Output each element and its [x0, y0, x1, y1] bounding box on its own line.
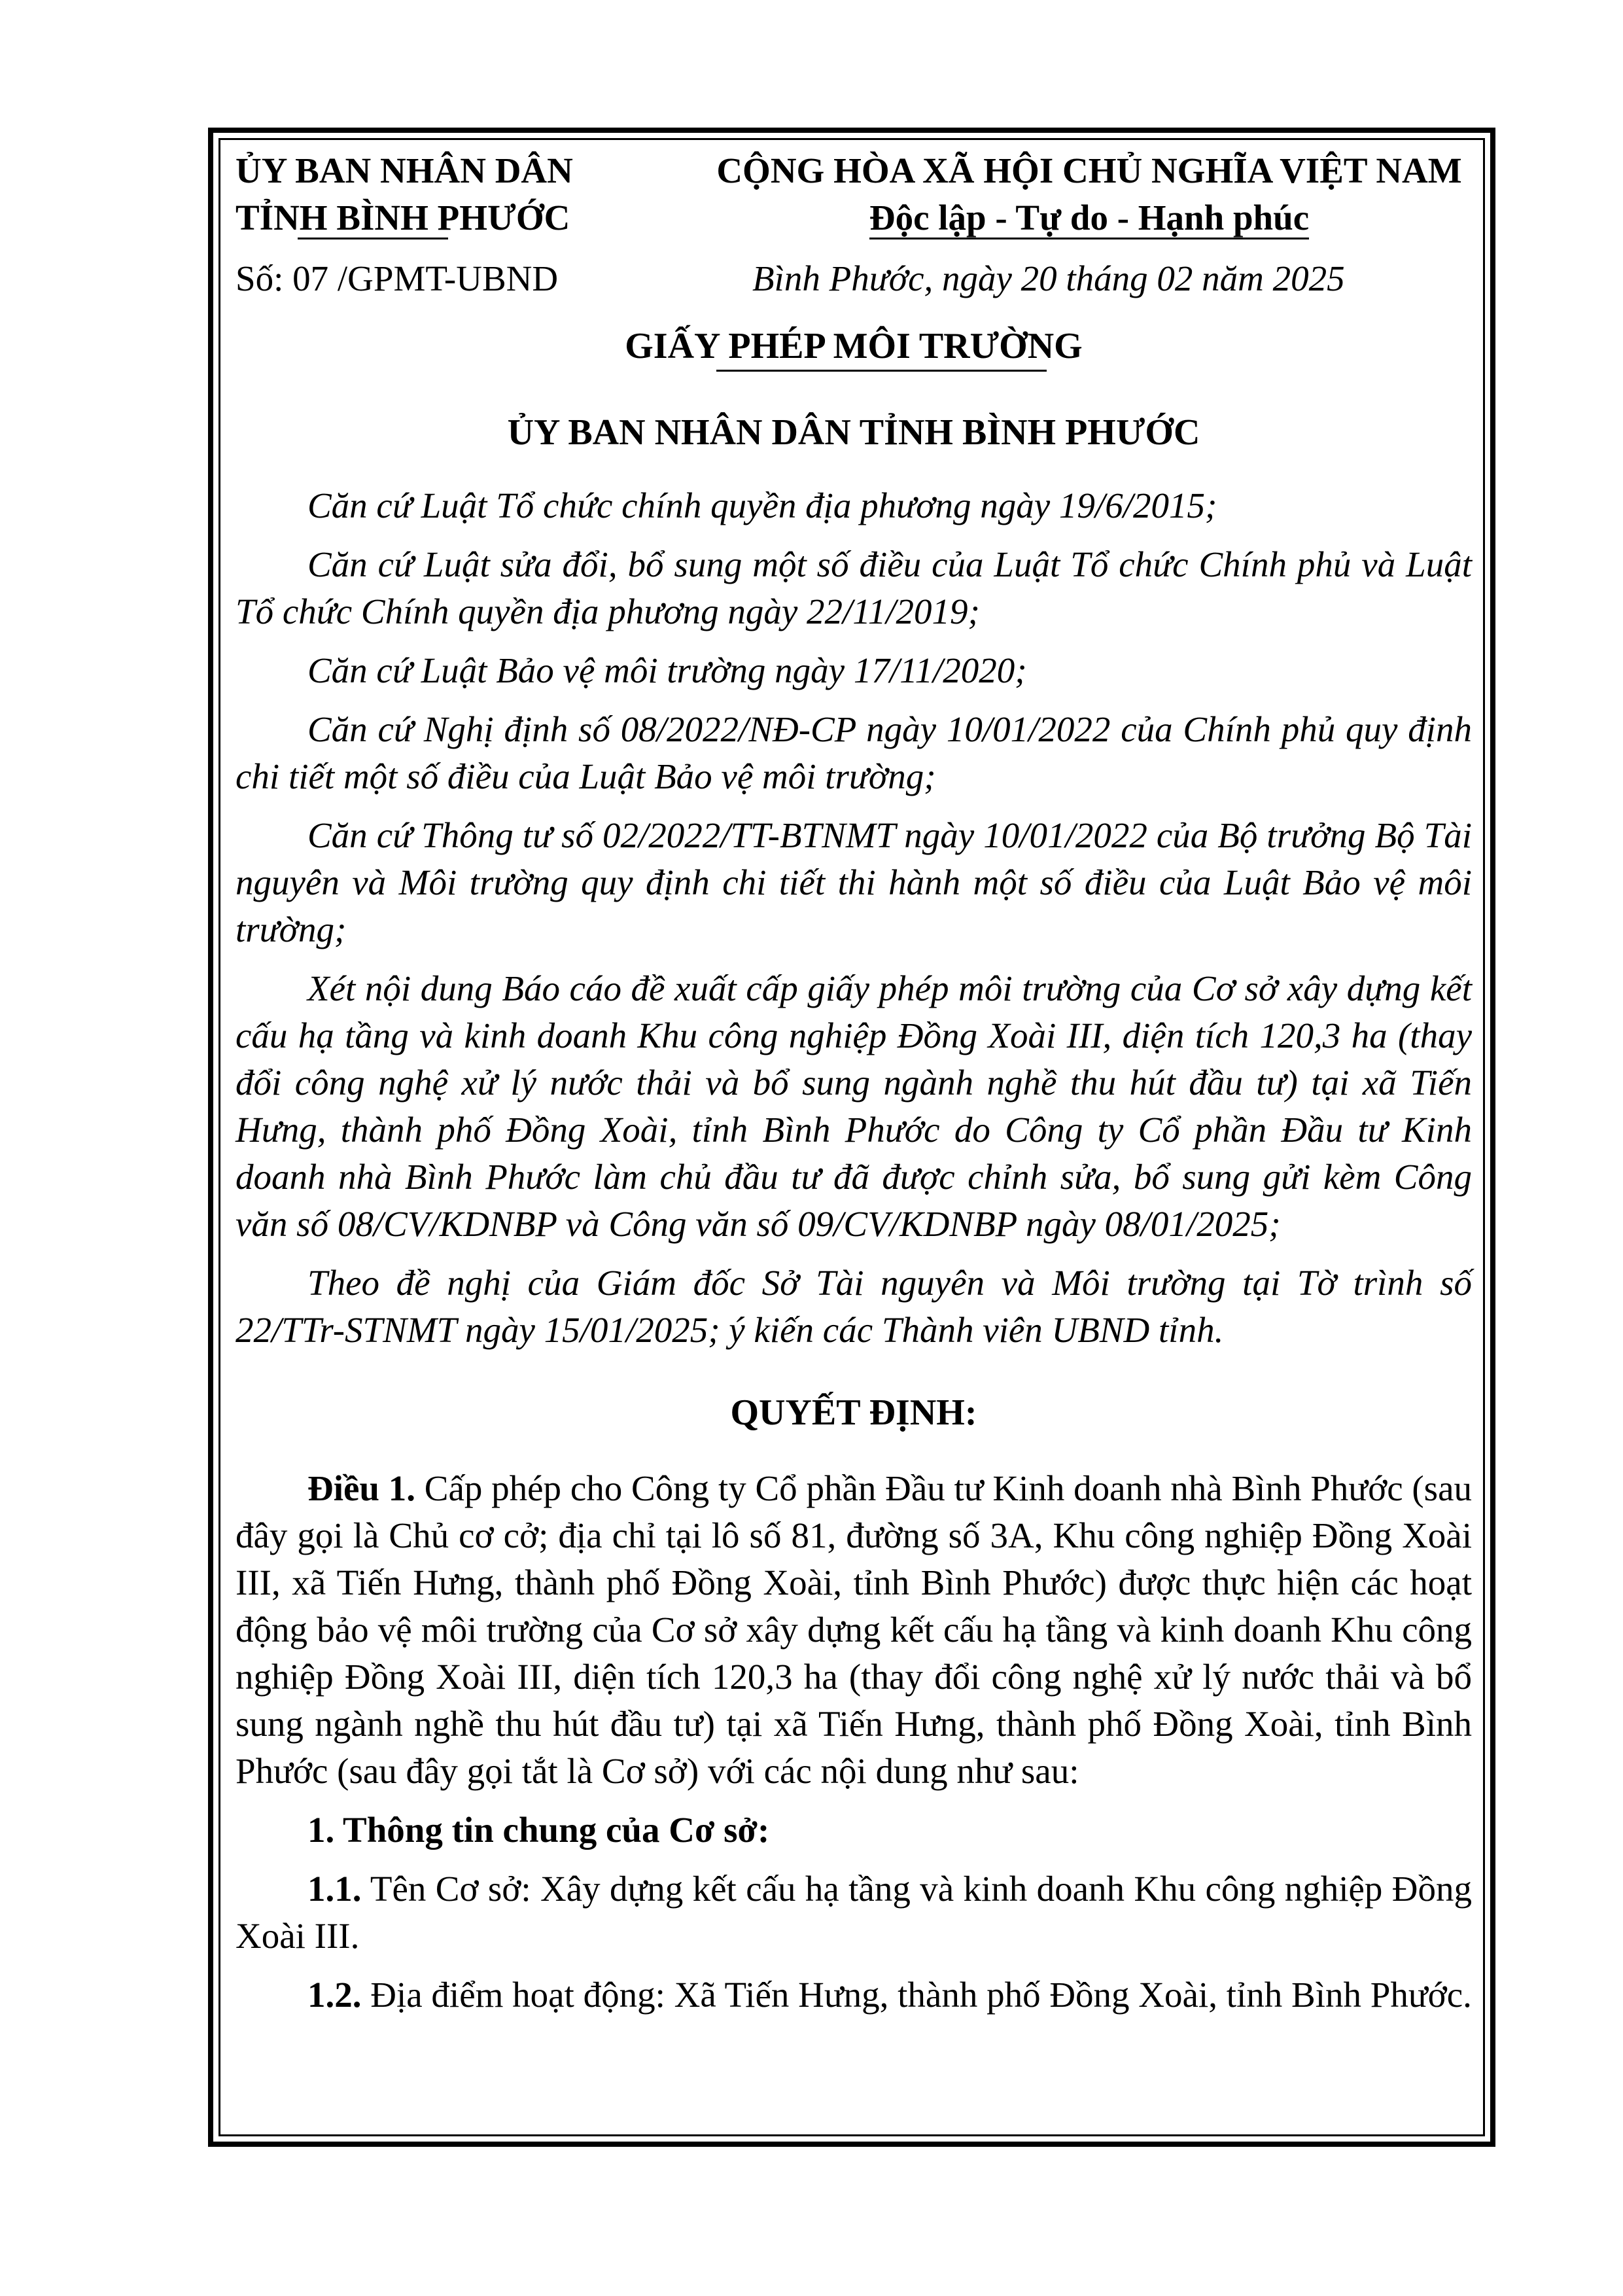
national-header: [707, 147, 1472, 241]
section-1-2-label: 1.2.: [307, 1975, 362, 2015]
section-1-1-text: Tên Cơ sở: Xây dựng kết cấu hạ tầng và kinh doanh Khu công nghiệp Đồng Xoài III.: [236, 1869, 1472, 1956]
legal-basis-item: Căn cứ Thông tư số 02/2022/TT-BTNMT ngày 10/01/2022 của Bộ trưởng Bộ Tài nguyên và Môi trường quy định chi tiết thi hành một số điều của Luật Bảo vệ môi trường;: [236, 815, 1472, 949]
article-1-text: Cấp phép cho Công ty Cổ phần Đầu tư Kinh doanh nhà Bình Phước (sau đây gọi là Chủ cơ cở; địa chỉ tại lô số 81, đường số 3A, Khu công nghiệp Đồng Xoài III, xã Tiến Hưng, thành phố Đồng Xoài, tỉnh Bình Phước) được thực hiện các hoạt động bảo vệ môi trường của Cơ sở xây dựng kết cấu hạ tầng và kinh doanh Khu công nghiệp Đồng Xoài III, diện tích 120,3 ha (thay đổi công nghệ xử lý nước thải và bổ sung ngành nghề thu hút đầu tư) tại xã Tiến Hưng, thành phố Đồng Xoài, tỉnh Bình Phước (sau đây gọi tắt là Cơ sở) với các nội dung như sau:: [236, 1468, 1473, 1791]
national-motto: Độc lập - Tự do - Hạnh phúc: [869, 198, 1310, 238]
agency-line-2: TỈNH BÌNH PHƯỚC: [236, 198, 570, 238]
agency-underline: [298, 238, 448, 239]
title-underline: [716, 370, 1047, 372]
document-body: [236, 147, 1472, 2019]
article-1: [236, 1465, 1472, 1795]
place-date: Bình Phước, ngày 20 tháng 02 năm 2025: [752, 258, 1345, 298]
legal-basis-item: Căn cứ Luật sửa đổi, bổ sung một số điều của Luật Tổ chức Chính phủ và Luật Tổ chức Chính quyền địa phương ngày 22/11/2019;: [236, 544, 1472, 631]
article-1-label: Điều 1.: [307, 1468, 416, 1508]
section-1-2: [236, 1971, 1472, 2019]
agency-line-1: ỦY BAN NHÂN DÂN: [236, 150, 573, 190]
document-number: Số: 07 /GPMT-UBND: [236, 258, 559, 298]
legal-basis-item: Căn cứ Luật Tổ chức chính quyền địa phương ngày 19/6/2015;: [307, 486, 1217, 525]
section-1-heading: 1. Thông tin chung của Cơ sở:: [307, 1810, 770, 1850]
decision-heading: QUYẾT ĐỊNH:: [730, 1392, 977, 1433]
legal-basis-item: Xét nội dung Báo cáo đề xuất cấp giấy phép môi trường của Cơ sở xây dựng kết cấu hạ tầng và kinh doanh Khu công nghiệp Đồng Xoài III, diện tích 120,3 ha (thay đổi công nghệ xử lý nước thải và bổ sung ngành nghề thu hút đầu tư) tại xã Tiến Hưng, thành phố Đồng Xoài, tỉnh Bình Phước do Công ty Cổ phần Đầu tư Kinh doanh nhà Bình Phước làm chủ đầu tư đã được chỉnh sửa, bổ sung gửi kèm Công văn số 08/CV/KDNBP và Công văn số 09/CV/KDNBP ngày 08/01/2025;: [236, 968, 1472, 1244]
legal-basis-item: Căn cứ Nghị định số 08/2022/NĐ-CP ngày 10/01/2022 của Chính phủ quy định chi tiết một số điều của Luật Bảo vệ môi trường;: [236, 709, 1472, 796]
legal-basis-item: Theo đề nghị của Giám đốc Sở Tài nguyên và Môi trường tại Tờ trình số 22/TTr-STNMT ngày 15/01/2025; ý kiến các Thành viên UBND tỉnh.: [236, 1263, 1472, 1350]
issuing-authority: ỦY BAN NHÂN DÂN TỈNH BÌNH PHƯỚC: [507, 412, 1200, 453]
legal-bases: [236, 482, 1472, 1354]
section-1-2-text: Địa điểm hoạt động: Xã Tiến Hưng, thành phố Đồng Xoài, tỉnh Bình Phước.: [361, 1975, 1472, 2015]
nation-name: CỘNG HÒA XÃ HỘI CHỦ NGHĨA VIỆT NAM: [716, 150, 1462, 190]
issuing-agency: [236, 147, 602, 241]
section-1-1-label: 1.1.: [307, 1869, 362, 1909]
document-header: [236, 147, 1472, 304]
section-1-1: [236, 1865, 1472, 1960]
document-title-row: [236, 323, 1472, 370]
legal-basis-item: Căn cứ Luật Bảo vệ môi trường ngày 17/11/2020;: [307, 650, 1027, 690]
motto-underline: [869, 238, 1309, 239]
document-title: GIẤY PHÉP MÔI TRƯỜNG: [625, 326, 1083, 366]
